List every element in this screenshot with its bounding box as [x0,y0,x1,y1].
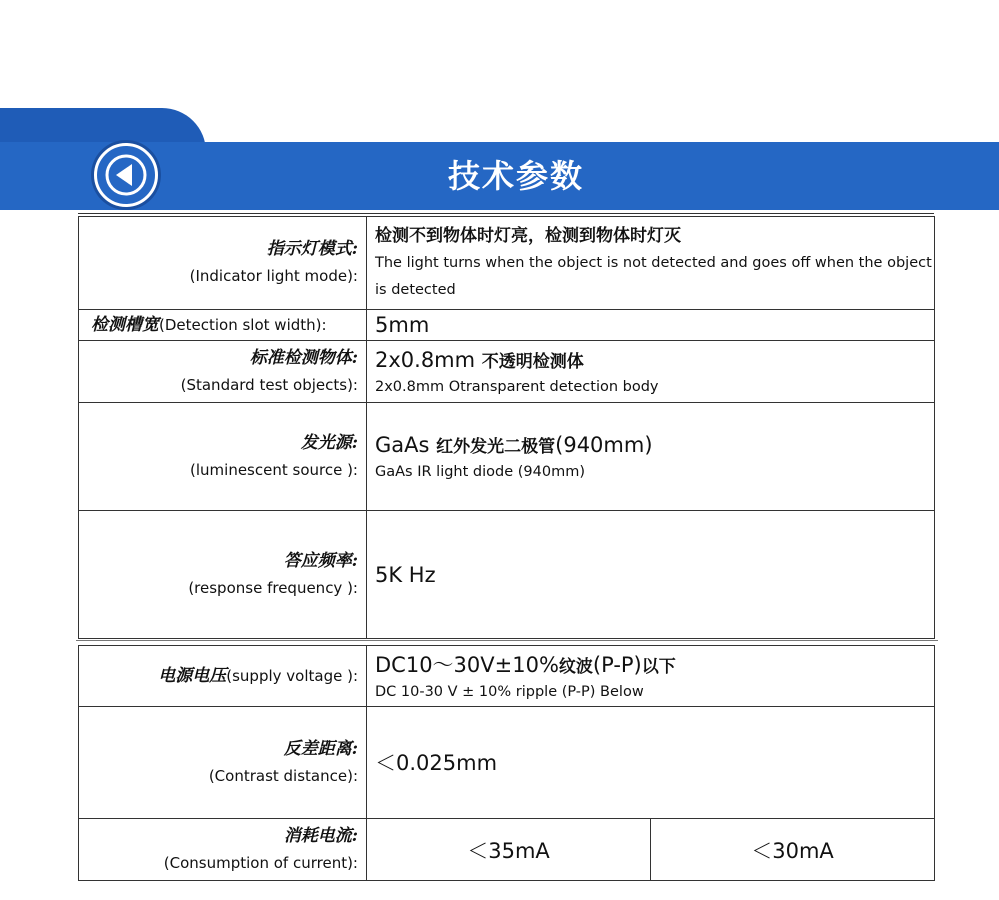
spec-value-main-suffix: (940mm) [555,433,653,457]
spec-value-main-zh: 不透明检测体 [481,352,584,372]
spec-label-en: (Contrast distance): [208,766,358,785]
spec-row-light-source [79,403,935,511]
spec-value: 5K Hz [375,562,436,587]
spec-value: 5mm [375,313,430,337]
spec-label-zh: 检测槽宽 [91,314,159,335]
spec-row-indicator-mode [79,217,935,310]
spec-value-b: ＜30mA [651,819,935,881]
spec-value-a: ＜35mA [367,819,651,881]
spec-value-main-zh: 红外发光二极管 [436,437,556,457]
spec-label-zh: 标准检测物体: [249,347,358,368]
spec-row-consumption-current [79,819,935,881]
spec-table-upper [78,216,935,639]
back-arrow-icon [104,153,148,197]
spec-label-en: (Indicator light mode): [189,267,358,285]
spec-row-supply-voltage [79,646,935,707]
spec-value-main: 2x0.8mm [375,348,476,372]
spec-row-slot-width [79,310,935,341]
spec-value: ＜0.025mm [375,750,498,775]
spec-value-en: The light turns when the object is not detected and goes off when the object is detected [375,255,932,298]
spec-label-en: (Detection slot width): [159,315,327,334]
spec-label-zh: 指示灯模式: [266,239,358,259]
spec-label-zh: 发光源: [300,432,358,453]
spec-label-zh: 答应频率: [283,550,358,571]
spec-value-main: GaAs [375,433,430,457]
spec-value-en: DC 10-30 V ± 10% ripple (P-P) Below [375,683,644,700]
back-button[interactable] [94,143,158,207]
section-divider [76,640,938,641]
spec-label-zh: 消耗电流: [283,825,358,846]
spec-label-en: (Consumption of current): [163,853,358,872]
spec-label-en: (supply voltage ): [226,667,358,685]
spec-row-response-frequency [79,511,935,639]
spec-row-standard-object [79,341,935,403]
table-top-edge [78,213,934,214]
spec-value-en: 2x0.8mm Otransparent detection body [375,379,659,395]
spec-table-lower [78,645,935,881]
spec-value-main-zh2: 以下 [641,656,676,677]
spec-value-main: DC10～30V±10% [375,652,559,677]
spec-label-zh: 电源电压 [158,666,227,686]
spec-row-contrast-distance [79,707,935,819]
spec-label-en: (luminescent source ): [190,460,358,479]
spec-label-en: (Standard test objects): [180,375,358,394]
spec-value-main-zh: 纹波 [558,656,593,677]
spec-label-en: (response frequency ): [188,578,358,597]
spec-value-main-suffix: (P-P) [592,652,642,677]
spec-value-zh: 检测不到物体时灯亮，检测到物体时灯灭 [375,226,681,246]
spec-value-en: GaAs IR light diode (940mm) [375,464,585,480]
spec-label-zh: 反差距离: [283,738,358,759]
page-title: 技术参数 [447,157,584,195]
